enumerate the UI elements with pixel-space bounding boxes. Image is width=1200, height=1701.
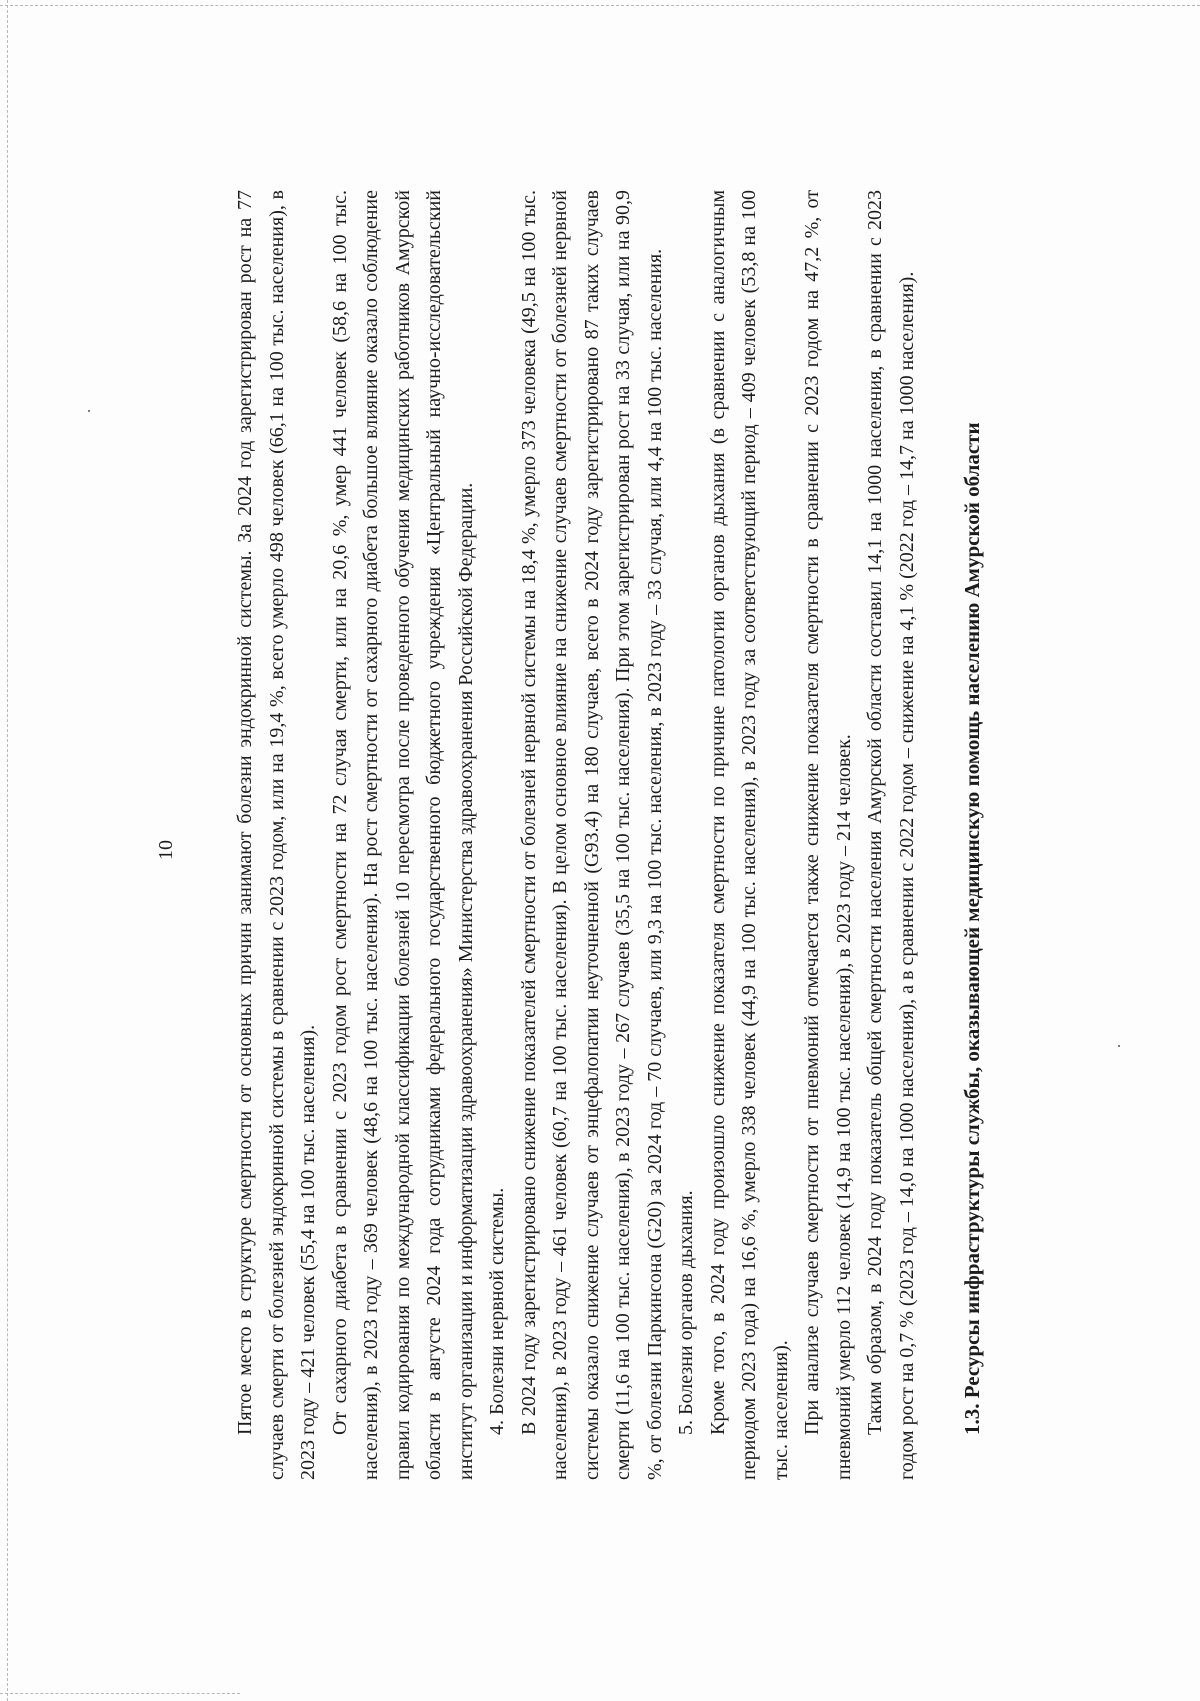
scan-speck — [1118, 1045, 1120, 1047]
paragraph-endocrine: Пятое место в структуре смертности от основных причин занимают болезни эндокринной системы. За 2024 год зарегистрирован рост на 77 случаев смерти от болезней эндокринной системы в сравнении с 2023 годом, или на 19,4 %, всего умерло 498 человек (66,1 на 100 тыс. населения), в 2023 году – 421 человек (55,4 на 100 тыс. населения). — [234, 190, 319, 1480]
scan-edge-bottom — [0, 1693, 240, 1694]
document-body — [230, 190, 989, 1480]
section-heading: 1.3. Ресурсы инфраструктуры службы, оказывающей медицинскую помощь населению Амурской области — [960, 422, 984, 1435]
list-item-respiratory: 5. Болезни органов дыхания. — [675, 1190, 697, 1435]
paragraph-summary: Таким образом, в 2024 году показатель общей смертности населения Амурской области составил 14,1 на 1000 населения, в сравнении с 2023 годом рост на 0,7 % (2023 год – 14,0 на 1000 населения), а в сравнении с 2022 годом – снижение на 4,1 % (2022 год – 14,7 на 1000 населения). — [864, 190, 918, 1480]
scan-speck — [88, 410, 90, 412]
scan-edge-left — [7, 0, 8, 1701]
paragraph-pneumonia: При анализе случаев смертности от пневмоний отмечается также снижение показателя смертности в сравнении с 2023 годом на 47,2 %, от пневмоний умерло 112 человек (14,9 на 100 тыс. населения), в 2023 году – 214 человек. — [801, 190, 855, 1480]
paragraph-nervous-system: В 2024 году зарегистрировано снижение показателей смертности от болезней нервной системы на 18,4 %, умерло 373 человека (49,5 на 100 тыс. населения), в 2023 году – 461 человек (60,7 на 100 тыс. населения). В целом основное влияние на снижение случаев смертности от болезней нервной системы оказало снижение случаев от энцефалопатии неуточненной (G93.4) на 180 случаев, всего в 2024 году зарегистрировано 87 таких случаев смерти (11,6 на 100 тыс. населения), в 2023 году – 267 случаев (35,5 на 100 тыс. населения). При этом зарегистрирован рост на 33 случая, или на 90,9 %, от болезни Паркинсона (G20) за 2024 год – 70 случаев, или 9,3 на 100 тыс. населения, в 2023 году – 33 случая, или 4,4 на 100 тыс. населения. — [517, 190, 666, 1480]
scan-edge-top — [0, 5, 1200, 6]
rotated-content — [135, 110, 1065, 1590]
list-item-nervous-system: 4. Болезни нервной системы. — [486, 1187, 508, 1435]
page-number: 10 — [155, 840, 177, 860]
paragraph-respiratory: Кроме того, в 2024 году произошло снижение показателя смертности по причине патологии органов дыхания (в сравнении с аналогичным периодом 2023 года) на 16,6 %, умерло 338 человек (44,9 на 100 тыс. населения), в 2023 году за соответствующий период – 409 человек (53,8 на 100 тыс. населения). — [706, 190, 792, 1480]
paragraph-diabetes: От сахарного диабета в сравнении с 2023 годом рост смертности на 72 случая смерти, или на 20,6 %, умер 441 человек (58,6 на 100 тыс. населения), в 2023 году – 369 человек (48,6 на 100 тыс. населения). На рост смертности от сахарного диабета большое влияние оказало соблюдение правил кодирования по международной классификации болезней 10 пересмотра после проведенного обучения медицинских работников Амурской области в августе 2024 года сотрудниками федерального государственного бюджетного учреждения «Центральный научно-исследовательский институт организации и информатизации здравоохранения» Министерства здравоохранения Российской Федерации. — [328, 190, 477, 1480]
